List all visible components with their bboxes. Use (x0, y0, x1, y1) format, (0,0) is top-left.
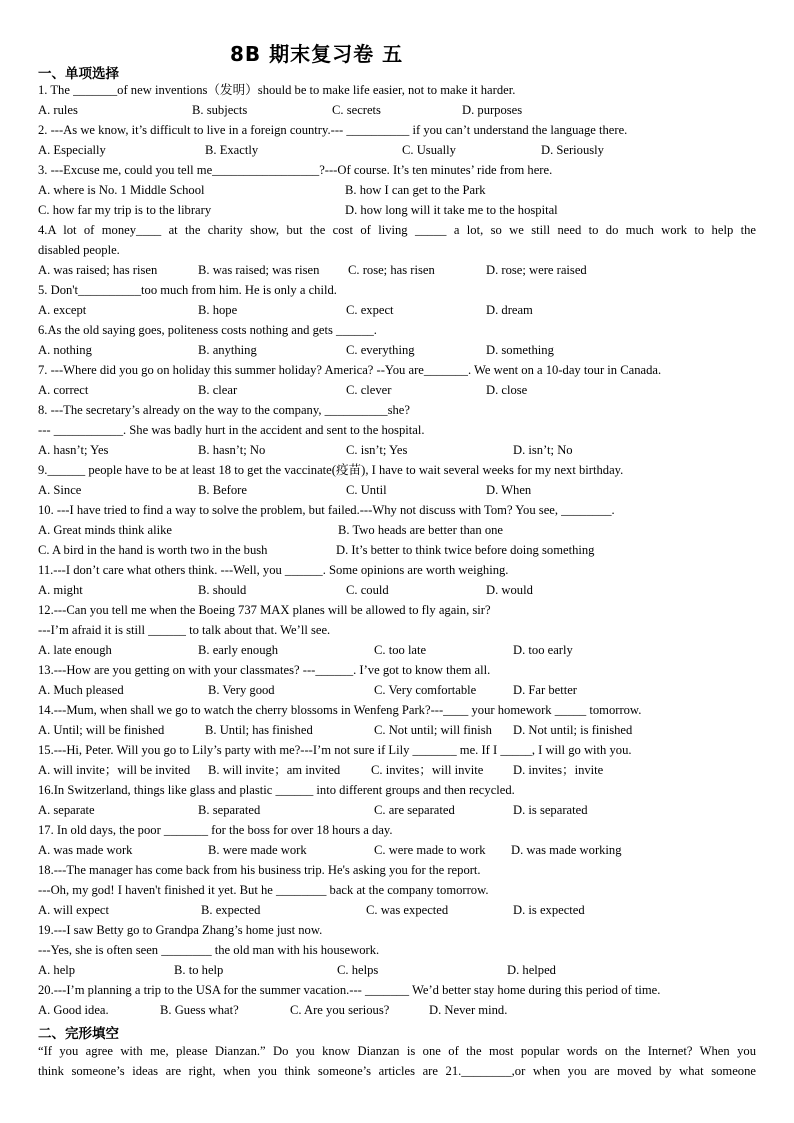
answer-option: C. secrets (332, 103, 381, 117)
answer-option: C. helps (337, 963, 379, 977)
question-stem: 20.---I’m planning a trip to the USA for the summer vacation.--- _______ We’d better stay home during this period of time. (38, 983, 661, 997)
question-stem: 14.---Mum, when shall we go to watch the cherry blossoms in Wenfeng Park?---____ your homework _____ tomorrow. (38, 703, 642, 717)
answer-option: C. Usually (402, 143, 456, 157)
answer-option: D. Far better (513, 683, 577, 697)
answer-option: C. could (346, 583, 389, 597)
page-title: 8B 期末复习卷 五 (230, 42, 404, 66)
answer-option: B. Until; has finished (205, 723, 313, 737)
question-stem: 13.---How are you getting on with your classmates? ---______. I’ve got to know them all. (38, 663, 491, 677)
question-stem: 9.______ people have to be at least 18 to get the vaccinate(疫苗), I have to wait several weeks for my next birthday. (38, 463, 624, 477)
answer-option: B. subjects (192, 103, 248, 117)
answer-option: D. When (486, 483, 532, 497)
answer-option: C. everything (346, 343, 415, 357)
answer-option: A. was raised; has risen (38, 263, 158, 277)
answer-option: C. rose; has risen (348, 263, 435, 277)
answer-option: A. where is No. 1 Middle School (38, 183, 205, 197)
answer-option: A. Until; will be finished (38, 723, 165, 737)
answer-option: B. hope (198, 303, 238, 317)
answer-option: D. helped (507, 963, 556, 977)
question-stem: ---Yes, she is often seen ________ the old man with his housework. (38, 943, 380, 957)
answer-option: A. will expect (38, 903, 109, 917)
answer-option: B. will invite；am invited (208, 763, 341, 777)
answer-option: B. were made work (208, 843, 307, 857)
answer-option: B. separated (198, 803, 261, 817)
answer-option: D. something (486, 343, 554, 357)
answer-option: A. hasn’t; Yes (38, 443, 109, 457)
answer-option: D. invites；invite (513, 763, 604, 777)
answer-option: B. Before (198, 483, 247, 497)
question-stem: 8. ---The secretary’s already on the way to the company, __________she? (38, 403, 410, 417)
question-stem: ---I’m afraid it is still ______ to talk about that. We’ll see. (38, 623, 331, 637)
answer-option: D. is separated (513, 803, 588, 817)
answer-option: B. Exactly (205, 143, 259, 157)
answer-option: A. was made work (38, 843, 133, 857)
answer-option: D. too early (513, 643, 573, 657)
answer-option: B. expected (201, 903, 261, 917)
answer-option: A. Much pleased (38, 683, 124, 697)
answer-option: D. is expected (513, 903, 585, 917)
answer-option: B. Two heads are better than one (338, 523, 503, 537)
answer-option: C. A bird in the hand is worth two in the bush (38, 543, 268, 557)
answer-option: B. anything (198, 343, 257, 357)
question-stem: ---Oh, my god! I haven't finished it yet. But he ________ back at the company tomorrow. (38, 883, 489, 897)
answer-option: D. Never mind. (429, 1003, 508, 1017)
answer-option: D. Not until; is finished (513, 723, 633, 737)
question-stem: 3. ---Excuse me, could you tell me_________________?---Of course. It’s ten minutes’ ride from here. (38, 163, 553, 177)
question-stem: 12.---Can you tell me when the Boeing 737 MAX planes will be allowed to fly again, sir? (38, 603, 491, 617)
answer-option: A. rules (38, 103, 78, 117)
question-stem: disabled people. (38, 243, 120, 257)
answer-option: D. rose; were raised (486, 263, 587, 277)
answer-option: D. was made working (511, 843, 622, 857)
answer-option: A. Great minds think alike (38, 523, 172, 537)
question-stem: 2. ---As we know, it’s difficult to live in a foreign country.--- __________ if you can’t understand the language there. (38, 123, 628, 137)
answer-option: D. isn’t; No (513, 443, 573, 457)
answer-option: C. Not until; will finish (374, 723, 492, 737)
answer-option: D. close (486, 383, 528, 397)
question-stem: 16.In Switzerland, things like glass and plastic ______ into different groups and then recycled. (38, 783, 515, 797)
answer-option: A. Since (38, 483, 82, 497)
question-stem: 18.---The manager has come back from his business trip. He's asking you for the report. (38, 863, 481, 877)
answer-option: A. might (38, 583, 83, 597)
section-heading-cloze: 二、完形填空 (38, 1026, 119, 1042)
answer-option: D. It’s better to think twice before doing something (336, 543, 595, 557)
answer-option: A. late enough (38, 643, 112, 657)
answer-option: C. are separated (374, 803, 455, 817)
question-stem: 15.---Hi, Peter. Will you go to Lily’s party with me?---I’m not sure if Lily _______ me. If I _____, I will go with you. (38, 743, 632, 757)
question-stem: 4.A lot of money____ at the charity show, but the cost of living _____ a lot, so we still need to do much work to help the (38, 223, 756, 237)
passage-line: “If you agree with me, please Dianzan.” Do you know Dianzan is one of the most popular words on the Internet? When you (38, 1044, 756, 1058)
answer-option: A. help (38, 963, 76, 977)
question-stem: 5. Don't__________too much from him. He is only a child. (38, 283, 337, 297)
answer-option: A. will invite；will be invited (38, 763, 191, 777)
answer-option: B. should (198, 583, 247, 597)
question-stem: 19.---I saw Betty go to Grandpa Zhang’s home just now. (38, 923, 323, 937)
answer-option: D. purposes (462, 103, 523, 117)
answer-option: C. Very comfortable (374, 683, 477, 697)
question-stem: 7. ---Where did you go on holiday this summer holiday? America? --You are_______. We went on a 10-day tour in Canada. (38, 363, 662, 377)
question-stem: 11.---I don’t care what others think. ---Well, you ______. Some opinions are worth weighing. (38, 563, 509, 577)
answer-option: C. expect (346, 303, 394, 317)
answer-option: B. to help (174, 963, 224, 977)
answer-option: C. how far my trip is to the library (38, 203, 212, 217)
answer-option: C. were made to work (374, 843, 486, 857)
answer-option: A. Good idea. (38, 1003, 109, 1017)
answer-option: C. isn’t; Yes (346, 443, 408, 457)
question-stem: 10. ---I have tried to find a way to solve the problem, but failed.---Why not discuss with Tom? You see, ________. (38, 503, 615, 517)
answer-option: B. hasn’t; No (198, 443, 266, 457)
answer-option: B. Guess what? (160, 1003, 239, 1017)
answer-option: C. Are you serious? (290, 1003, 390, 1017)
answer-option: D. dream (486, 303, 533, 317)
passage-line: think someone’s ideas are right, when you think someone’s articles are 21.________,or when you are moved by what someone (38, 1064, 756, 1078)
answer-option: B. Very good (208, 683, 275, 697)
answer-option: C. too late (374, 643, 427, 657)
answer-option: A. correct (38, 383, 89, 397)
answer-option: A. separate (38, 803, 95, 817)
answer-option: B. was raised; was risen (198, 263, 320, 277)
answer-option: B. clear (198, 383, 238, 397)
answer-option: B. early enough (198, 643, 279, 657)
answer-option: C. Until (346, 483, 387, 497)
answer-option: A. nothing (38, 343, 92, 357)
answer-option: D. would (486, 583, 533, 597)
section-heading-single-choice: 一、单项选择 (38, 66, 119, 82)
answer-option: C. invites；will invite (371, 763, 484, 777)
question-stem: 6.As the old saying goes, politeness costs nothing and gets ______. (38, 323, 377, 337)
question-stem: 1. The _______of new inventions（发明）should be to make life easier, not to make it harder. (38, 83, 516, 97)
answer-option: B. how I can get to the Park (345, 183, 486, 197)
question-stem: 17. In old days, the poor _______ for the boss for over 18 hours a day. (38, 823, 393, 837)
answer-option: C. clever (346, 383, 392, 397)
question-stem: --- ___________. She was badly hurt in the accident and sent to the hospital. (38, 423, 425, 437)
answer-option: D. Seriously (541, 143, 604, 157)
answer-option: A. Especially (38, 143, 106, 157)
answer-option: A. except (38, 303, 87, 317)
answer-option: C. was expected (366, 903, 449, 917)
answer-option: D. how long will it take me to the hospital (345, 203, 558, 217)
